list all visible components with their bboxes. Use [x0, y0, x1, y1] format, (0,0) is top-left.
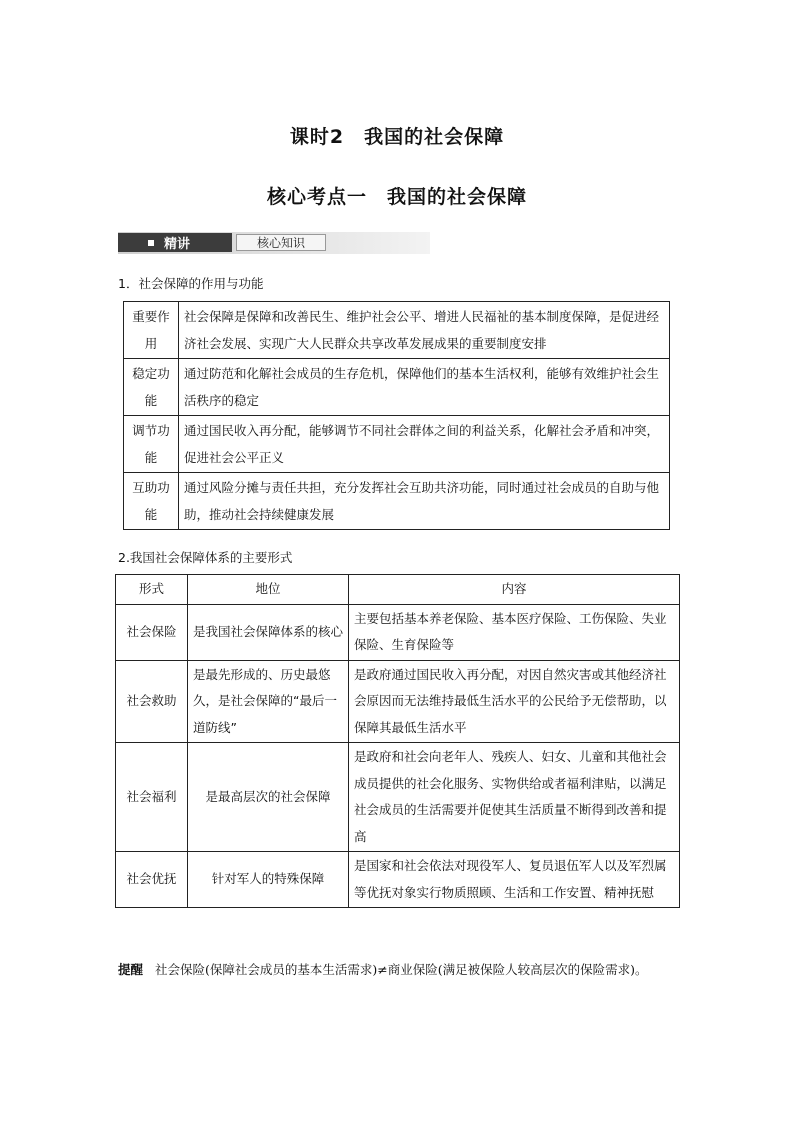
header-content: 内容: [349, 575, 680, 605]
cell-content: 是政府通过国民收入再分配，对因自然灾害或其他经济社会原因而无法维持最低生活水平的公民给予无偿帮助，以保障其最低生活水平: [349, 660, 680, 743]
row-label: 稳定功能: [124, 359, 179, 416]
table-row: [116, 743, 680, 852]
cell-status: 是最高层次的社会保障: [188, 743, 349, 852]
row-text: 通过国民收入再分配，能够调节不同社会群体之间的利益关系，化解社会矛盾和冲突，促进社会公平正义: [179, 416, 670, 473]
banner-tab-dark: [118, 233, 232, 252]
cell-form: 社会福利: [116, 743, 188, 852]
table-row: [124, 416, 670, 473]
table-header-row: [116, 575, 680, 605]
section1-heading: 1．社会保障的作用与功能: [118, 276, 264, 291]
tip-note: [118, 956, 684, 984]
cell-form: 社会救助: [116, 660, 188, 743]
page-title: 课时2 我国的社会保障: [289, 126, 505, 148]
section2-heading: 2.我国社会保障体系的主要形式: [118, 550, 293, 565]
row-text: 通过防范和化解社会成员的生存危机，保障他们的基本生活权利，能够有效维护社会生活秩序的稳定: [179, 359, 670, 416]
cell-form: 社会保险: [116, 604, 188, 660]
row-label: 互助功能: [124, 473, 179, 530]
functions-table: [123, 301, 670, 530]
banner-tab-light: 核心知识: [236, 234, 326, 251]
banner-tab-dark-label: 精讲: [164, 237, 191, 252]
table-row: [124, 359, 670, 416]
square-bullet-icon: [148, 240, 154, 246]
cell-content: 是政府和社会向老年人、残疾人、妇女、儿童和其他社会成员提供的社会化服务、实物供给或者福利津贴，以满足社会成员的生活需要并促使其生活质量不断得到改善和提高: [349, 743, 680, 852]
row-text: 通过风险分摊与责任共担，充分发挥社会互助共济功能，同时通过社会成员的自助与他助，推动社会持续健康发展: [179, 473, 670, 530]
cell-status: 是最先形成的、历史最悠久，是社会保障的“最后一道防线”: [188, 660, 349, 743]
cell-status: 是我国社会保障体系的核心: [188, 604, 349, 660]
tip-text: 社会保险(保障社会成员的基本生活需求)≠商业保险(满足被保险人较高层次的保险需求)。: [155, 962, 648, 977]
cell-content: 主要包括基本养老保险、基本医疗保险、工伤保险、失业保险、生育保险等: [349, 604, 680, 660]
cell-form: 社会优抚: [116, 852, 188, 908]
table-row: [116, 660, 680, 743]
tip-label: 提醒: [118, 962, 144, 977]
header-form: 形式: [116, 575, 188, 605]
table-row: [116, 852, 680, 908]
cell-content: 是国家和社会依法对现役军人、复员退伍军人以及军烈属等优抚对象实行物质照顾、生活和工作安置、精神抚慰: [349, 852, 680, 908]
section-title: 核心考点一 我国的社会保障: [266, 186, 527, 208]
table-row: [116, 604, 680, 660]
table-row: [124, 302, 670, 359]
table-row: [124, 473, 670, 530]
row-label: 重要作用: [124, 302, 179, 359]
row-label: 调节功能: [124, 416, 179, 473]
row-text: 社会保障是保障和改善民生、维护社会公平、增进人民福祉的基本制度保障，是促进经济社会发展、实现广大人民群众共享改革发展成果的重要制度安排: [179, 302, 670, 359]
cell-status: 针对军人的特殊保障: [188, 852, 349, 908]
header-status: 地位: [188, 575, 349, 605]
forms-table: [115, 574, 680, 908]
